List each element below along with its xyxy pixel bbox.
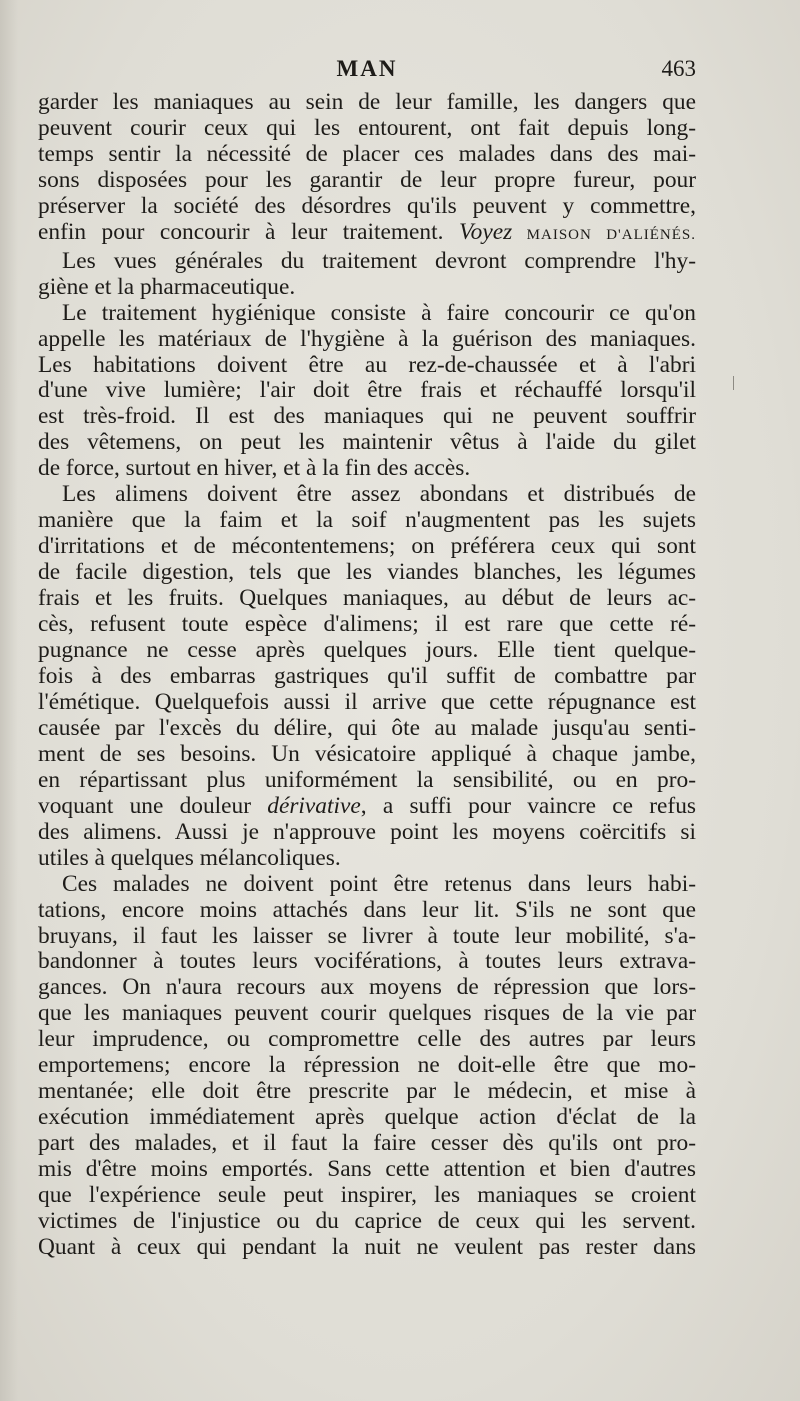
paragraph	[38, 90, 696, 249]
paragraph	[38, 482, 696, 871]
text-line: sons disposées pour les garantir de leur propre fureur, pour	[38, 166, 696, 193]
italic-term: dérivative	[267, 792, 361, 819]
text-line: utiles à quelques mélancoliques.	[38, 844, 341, 871]
text-line: manière que la faim et la soif n'augmentent pas les sujets	[38, 507, 696, 534]
text-line: pugnance ne cesse après quelques jours. Elle tient quelque-	[38, 637, 696, 664]
text-line: peuvent courir ceux qui les entourent, ont fait depuis long-	[38, 114, 696, 141]
text-line: des vêtemens, on peut les maintenir vêtus à l'aide du gilet	[38, 429, 696, 456]
text-line: tations, encore moins attachés dans leur lit. S'ils ne sont que	[38, 896, 696, 923]
text-line: appelle les matériaux de l'hygiène à la guérison des maniaques.	[38, 325, 696, 352]
text-line: emportemens; encore la répression ne doit-elle être que mo-	[38, 1052, 696, 1079]
cross-reference: MAISON D'ALIÉNÉS.	[512, 226, 697, 243]
text-line: giène et la pharmaceutique.	[38, 273, 296, 300]
text-line: Le traitement hygiénique consiste à faire concourir ce qu'on	[62, 299, 696, 326]
text-line: de facile digestion, tels que les viandes blanches, les légumes	[38, 559, 696, 586]
paragraph	[38, 872, 696, 1261]
text-line	[38, 220, 696, 249]
text-line: Les alimens doivent être assez abondans et distribués de	[62, 481, 696, 508]
text-line: l'émétique. Quelquefois aussi il arrive que cette répugnance est	[38, 688, 696, 715]
text-line: part des malades, et il faut la faire cesser dès qu'ils ont pro-	[38, 1130, 696, 1157]
text-line: leur imprudence, ou compromettre celle des autres par leurs	[38, 1026, 696, 1053]
page-header	[38, 56, 696, 86]
running-head: MAN	[336, 56, 398, 81]
text-line: Les habitations doivent être au rez-de-chaussée et à l'abri	[38, 351, 696, 378]
margin-mark	[733, 376, 734, 390]
paragraph	[38, 301, 696, 483]
italic-reference: Voyez	[458, 218, 513, 245]
text-line: temps sentir la nécessité de placer ces malades dans des mai-	[38, 140, 696, 167]
text-line: ment de ses besoins. Un vésicatoire appliqué à chaque jambe,	[38, 740, 696, 767]
text-line: que l'expérience seule peut inspirer, les maniaques se croient	[38, 1182, 696, 1209]
text-line: garder les maniaques au sein de leur famille, les dangers que	[38, 89, 696, 115]
text-line: Quant à ceux qui pendant la nuit ne veulent pas rester dans	[38, 1233, 696, 1260]
text-line: gances. On n'aura recours aux moyens de répression que lors-	[38, 974, 696, 1001]
text-line: mentanée; elle doit être prescrite par le médecin, et mise à	[38, 1078, 696, 1105]
text-line: d'irritations et de mécontentemens; on préférera ceux qui sont	[38, 533, 696, 560]
text-line: victimes de l'injustice ou du caprice de ceux qui les servent.	[38, 1207, 696, 1234]
text-line: bruyans, il faut les laisser se livrer à toute leur mobilité, s'a-	[38, 922, 696, 949]
text-line: cès, refusent toute espèce d'alimens; il est rare que cette ré-	[38, 611, 696, 638]
page-gutter-shadow	[0, 0, 18, 1401]
text-line: est très-froid. Il est des maniaques qui ne peuvent souffrir	[38, 403, 696, 430]
text-fragment: voquant une douleur	[38, 792, 268, 819]
paragraph	[38, 249, 696, 301]
text-line: bandonner à toutes leurs vociférations, à toutes leurs extrava-	[38, 948, 696, 975]
text-fragment: , a suffi pour vaincre ce refus	[360, 792, 696, 819]
text-line: que les maniaques peuvent courir quelques risques de la vie par	[38, 1000, 696, 1027]
body-text	[38, 90, 696, 1261]
text-line: mis d'être moins emportés. Sans cette attention et bien d'autres	[38, 1156, 696, 1183]
text-line: exécution immédiatement après quelque action d'éclat de la	[38, 1104, 696, 1131]
text-line: des alimens. Aussi je n'approuve point les moyens coërcitifs si	[38, 818, 696, 845]
text-line: d'une vive lumière; l'air doit être frais et réchauffé lorsqu'il	[38, 377, 696, 404]
text-line: préserver la société des désordres qu'ils peuvent y commettre,	[38, 192, 696, 219]
text-line: Les vues générales du traitement devront comprendre l'hy-	[62, 247, 696, 274]
text-line: causée par l'excès du délire, qui ôte au malade jusqu'au senti-	[38, 714, 696, 741]
page-number: 463	[661, 56, 696, 81]
text-line: en répartissant plus uniformément la sensibilité, ou en pro-	[38, 766, 696, 793]
text-line: Ces malades ne doivent point être retenus dans leurs habi-	[62, 870, 696, 897]
text-line: fois à des embarras gastriques qu'il suffit de combattre par	[38, 662, 696, 689]
text-line: frais et les fruits. Quelques maniaques, au début de leurs ac-	[38, 585, 696, 612]
text-fragment: enfin pour concourir à leur traitement.	[38, 218, 459, 245]
text-line: de force, surtout en hiver, et à la fin des accès.	[38, 455, 471, 482]
text-line	[38, 794, 696, 820]
